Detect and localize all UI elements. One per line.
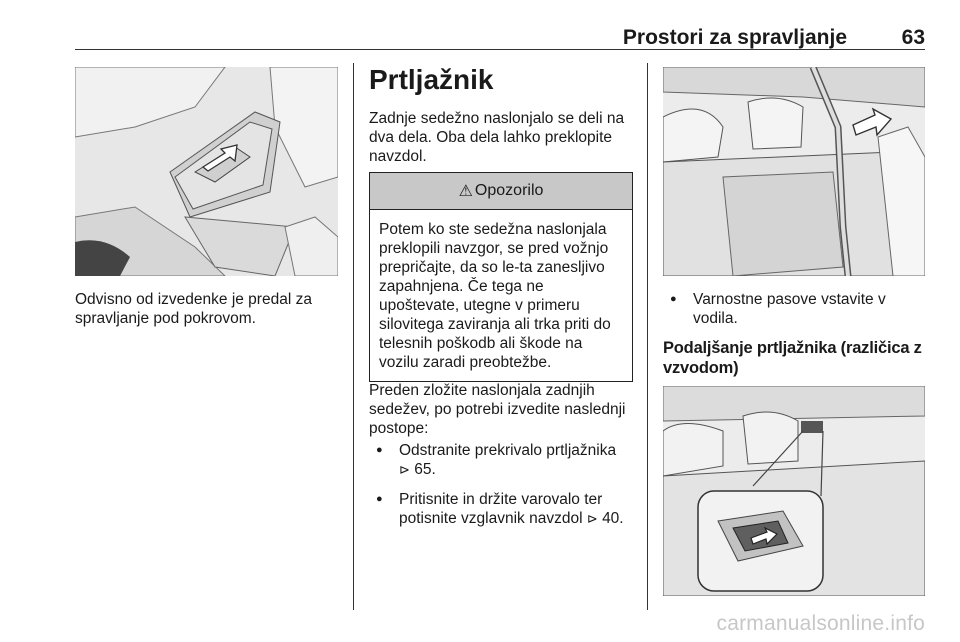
belt-text: Varnostne pasove vstavite v vodila. <box>693 291 886 327</box>
watermark: carmanualsonline.info <box>716 612 925 635</box>
page-number: 63 <box>901 26 925 49</box>
page-reference: 65. <box>414 461 436 478</box>
page-header <box>75 26 925 50</box>
header-divider <box>75 49 925 50</box>
steps-list <box>369 441 637 539</box>
step-text: Odstranite prekrivalo prtljažnika <box>399 442 617 459</box>
steps-intro: Preden zložite naslonjala zadnjih sedežev, po potrebi izvedite naslednji postope: <box>369 382 626 437</box>
storage-compartment-illustration <box>75 67 338 276</box>
lever-illustration <box>663 386 925 596</box>
page-reference-icon: ⊳ <box>399 462 410 477</box>
section-heading: Prtljažnik <box>369 64 494 95</box>
warning-title: Opozorilo <box>474 182 544 199</box>
column-divider-right <box>647 63 648 610</box>
storage-compartment-drawing <box>75 67 338 276</box>
list-item <box>369 441 637 479</box>
list-item <box>369 490 637 528</box>
rear-seat-drawing <box>663 67 925 276</box>
subheading: Podaljšanje prtljažnika (različica z vzvodom) <box>663 339 922 377</box>
belt-list <box>663 290 925 339</box>
lever-drawing <box>663 386 925 596</box>
section-title: Prostori za spravljanje <box>622 26 847 49</box>
step-text: Pritisnite in držite varovalo ter potisnite vzglavnik navzdol <box>399 491 603 527</box>
warning-body: Potem ko ste sedežna naslonjala preklopili navzgor, se pred vožnjo prepričajte, da so le-ta zanesljivo zapahnjena. Če tega ne upoštevate, utegne v primeru silovitega zaviranja ali trka priti do telesnih poškodb ali škode na vozilu zaradi preobtežbe. <box>379 221 611 371</box>
list-item <box>663 290 925 328</box>
rear-seat-belt-illustration <box>663 67 925 276</box>
page-reference: 40. <box>602 510 624 527</box>
column-divider-left <box>353 63 354 610</box>
page-reference-icon: ⊳ <box>586 511 598 526</box>
storage-caption: Odvisno od izvedenke je predal za spravljanje pod pokrovom. <box>75 291 312 327</box>
warning-triangle-icon: ⚠ <box>458 183 473 200</box>
warning-box <box>369 172 633 382</box>
intro-text: Zadnje sedežno naslonjalo se deli na dva dela. Oba dela lahko preklopite navzdol. <box>369 110 625 165</box>
warning-header <box>370 173 632 210</box>
